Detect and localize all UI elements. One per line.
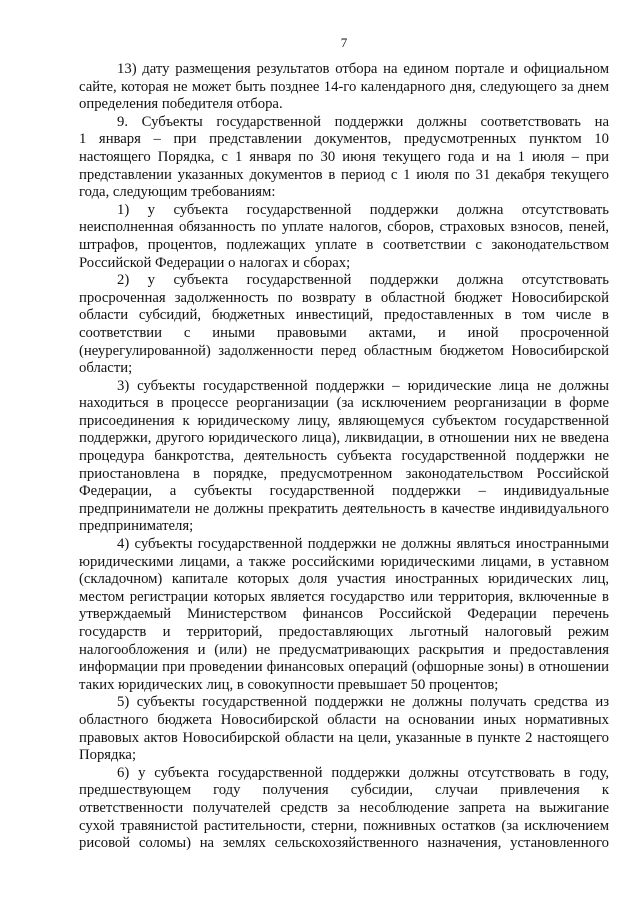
text-line: поддержки, другого юридического лица), ликвидации, в отношении них не введена <box>79 430 609 447</box>
text-line: Российской Федерации о налогах и сборах; <box>79 254 351 271</box>
text-line: 1 января – при представлении документов, предусмотренных пунктом 10 <box>79 131 609 148</box>
text-line: находиться в процессе реорганизации (за исключением реорганизации в форме <box>79 395 609 412</box>
text-line: области; <box>79 360 133 377</box>
text-line: года, следующим требованиям: <box>79 184 276 201</box>
text-line: (неурегулированной) задолженности перед областным бюджетом Новосибирской <box>79 342 609 359</box>
text-line: соответствии с иными правовыми актами, и иной просроченной <box>79 324 609 341</box>
paragraph-clause-9 <box>79 114 609 202</box>
text-line: 2) у субъекта государственной поддержки должна отсутствовать <box>117 272 609 289</box>
text-line: сухой травянистой растительности, стерни, пожнивных остатков (за исключением <box>79 817 609 834</box>
text-line: юридическими лицами, а также российскими юридическими лицами, в уставном <box>79 553 609 570</box>
text-line: 3) субъекты государственной поддержки – юридические лица не должны <box>117 377 609 394</box>
text-line: информации при проведении финансовых операций (офшорные зоны) в отношении <box>79 659 609 676</box>
text-line: приостановлена в порядке, предусмотренном законодательством Российской <box>79 465 609 482</box>
paragraph-item-6 <box>79 765 609 853</box>
paragraph-item-1 <box>79 202 609 272</box>
text-line: рисовой соломы) на землях сельскохозяйственного назначения, установленного <box>79 835 609 852</box>
text-line: процедура банкротства, деятельность субъекта государственной поддержки не <box>79 448 609 465</box>
text-line: утверждаемый Министерством финансов Российской Федерации перечень <box>79 606 609 623</box>
text-line: областного бюджета Новосибирской области на основании иных нормативных <box>79 711 609 728</box>
text-line: просроченная задолженность по возврату в областной бюджет Новосибирской <box>79 289 609 306</box>
text-line: области субсидий, бюджетных инвестиций, предоставленных в том числе в <box>79 307 609 324</box>
text-line: представлении указанных документов в период с 1 июля по 31 декабря текущего <box>79 166 609 183</box>
text-line: таких юридических лиц, в совокупности превышает 50 процентов; <box>79 676 499 693</box>
text-line: правовых актов Новосибирской области на цели, указанные в пункте 2 настоящего <box>79 729 609 746</box>
text-line: 13) дату размещения результатов отбора на едином портале и официальном <box>117 61 609 77</box>
text-line: Порядка; <box>79 747 137 764</box>
text-line: (складочном) капитале которых доля участия иностранных юридических лиц, <box>79 571 609 588</box>
text-line: 4) субъекты государственной поддержки не должны являться иностранными <box>117 536 609 553</box>
text-line: государств и территорий, предоставляющих льготный налоговый режим <box>79 624 609 640</box>
text-line: определения победителя отбора. <box>79 96 283 113</box>
text-line: штрафов, процентов, подлежащих уплате в соответствии с законодательством <box>79 236 609 253</box>
text-line: предпринимателя; <box>79 518 194 535</box>
paragraph-item-5 <box>79 694 609 764</box>
paragraph-item-4 <box>79 536 609 694</box>
text-line: ответственности получателей средств за несоблюдение запрета на выжигание <box>79 799 609 816</box>
paragraph-item-2 <box>79 272 609 378</box>
text-line: настоящего Порядка, с 1 января по 30 июня текущего года и на 1 июля – при <box>79 148 609 165</box>
paragraph-item-3 <box>79 378 609 536</box>
text-line: предприниматели не должны прекратить деятельность в качестве индивидуального <box>79 500 609 517</box>
page-number: 7 <box>340 35 348 50</box>
document-body <box>79 61 609 853</box>
text-line: местом регистрации которых является государство или территория, включенные в <box>79 588 609 605</box>
text-line: неисполненная обязанность по уплате налогов, сборов, страховых взносов, пеней, <box>79 219 609 236</box>
text-line: налогообложения и (или) не предусматривающих раскрытия и предоставления <box>79 641 609 658</box>
paragraph-item-13 <box>79 61 609 114</box>
text-line: 6) у субъекта государственной поддержки должны отсутствовать в году, <box>117 764 609 781</box>
text-line: предшествующем году получения субсидии, случаи привлечения к <box>79 782 609 799</box>
text-line: 5) субъекты государственной поддержки не должны получать средства из <box>117 694 609 711</box>
text-line: 9. Субъекты государственной поддержки должны соответствовать на <box>117 113 609 130</box>
text-line: присоединения к юридическому лицу, являющемуся субъектом государственной <box>79 412 609 429</box>
text-line: сайте, которая не может быть позднее 14-го календарного дня, следующего за днем <box>79 78 609 95</box>
text-line: 1) у субъекта государственной поддержки должна отсутствовать <box>117 201 609 218</box>
text-line: Федерации, а субъекты государственной поддержки – индивидуальные <box>79 483 609 500</box>
